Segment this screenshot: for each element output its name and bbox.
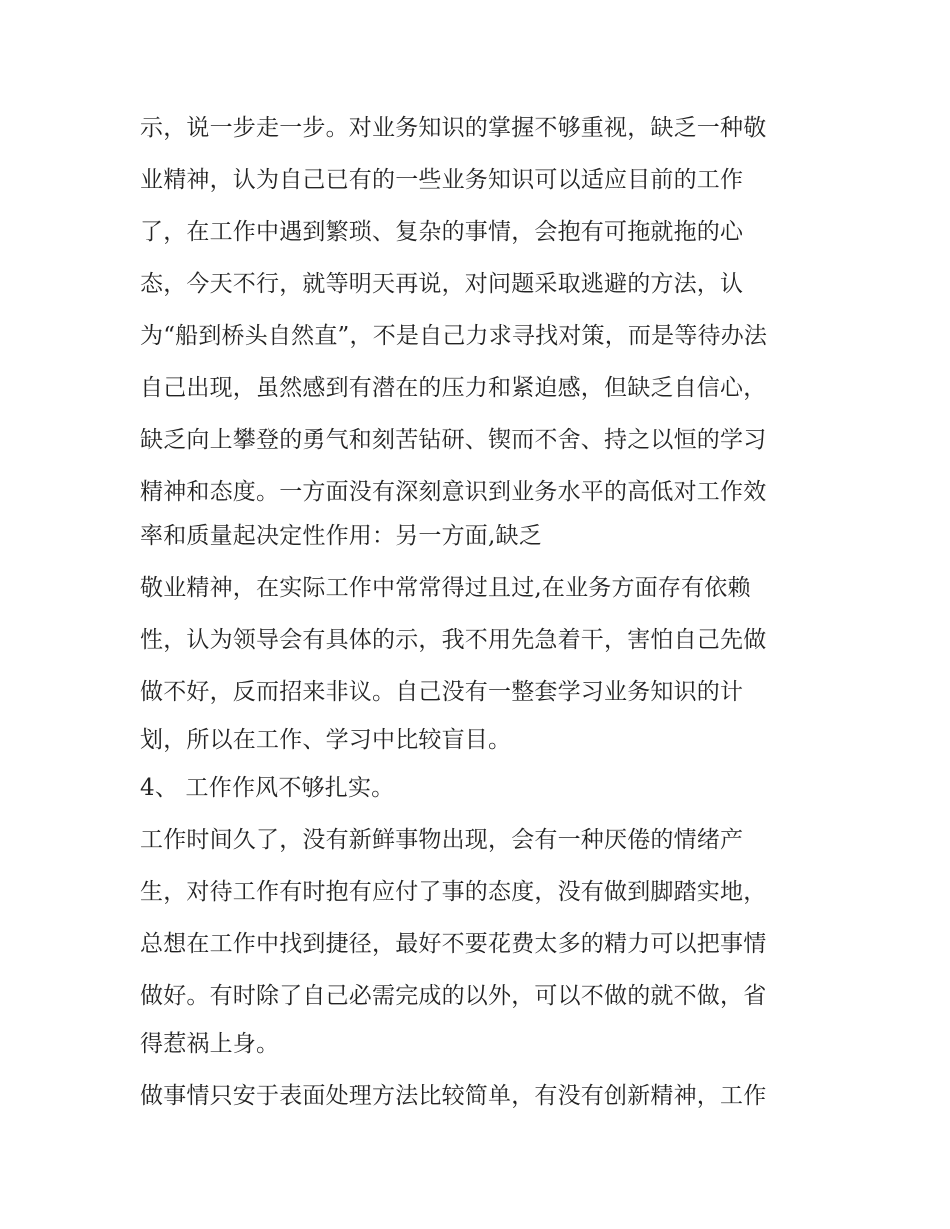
- text-line: 得惹祸上身。: [140, 1031, 280, 1057]
- text-line: 了，在工作中遇到繁琐、复杂的事情，会抱有可拖就拖的心: [140, 219, 744, 245]
- text-line: 态，今天不行，就等明天再说，对问题采取逃避的方法，认: [140, 271, 744, 297]
- text-line: 划，所以在工作、学习中比较盲目。: [140, 727, 512, 753]
- text-line: 性，认为领导会有具体的示，我不用先急着干，害怕自己先做: [140, 627, 767, 653]
- text-line: 生，对待工作有时抱有应付了事的态度，没有做到脚踏实地，: [140, 879, 767, 905]
- text-line: 示，说一步走一步。对业务知识的掌握不够重视，缺乏一种敬: [140, 115, 767, 141]
- text-line: 做好。有时除了自己必需完成的以外，可以不做的就不做，省: [140, 983, 767, 1009]
- text-line: 为“船到桥头自然直”，不是自己力求寻找对策，而是等待办法: [140, 323, 768, 349]
- text-line: 做不好，反而招来非议。自己没有一整套学习业务知识的计: [140, 679, 744, 705]
- text-line: 总想在工作中找到捷径，最好不要花费太多的精力可以把事情: [140, 931, 767, 957]
- text-line: 敬业精神，在实际工作中常常得过且过,在业务方面存有依赖: [140, 575, 751, 601]
- text-line: 缺乏向上攀登的勇气和刻苦钻研、锲而不舍、持之以恒的学习: [140, 427, 767, 453]
- text-line: 率和质量起决定性作用：另一方面,缺乏: [140, 523, 542, 549]
- text-line: 做事情只安于表面处理方法比较简单，有没有创新精神，工作: [140, 1083, 767, 1109]
- section-heading: 4、 工作作风不够扎实。: [140, 775, 395, 801]
- text-line: 工作时间久了，没有新鲜事物出现，会有一种厌倦的情绪产: [140, 827, 744, 853]
- text-line: 自己出现，虽然感到有潜在的压力和紧迫感，但缺乏自信心，: [140, 375, 767, 401]
- text-line: 精神和态度。一方面没有深刻意识到业务水平的高低对工作效: [140, 479, 767, 505]
- text-line: 业精神，认为自己已有的一些业务知识可以适应目前的工作: [140, 167, 744, 193]
